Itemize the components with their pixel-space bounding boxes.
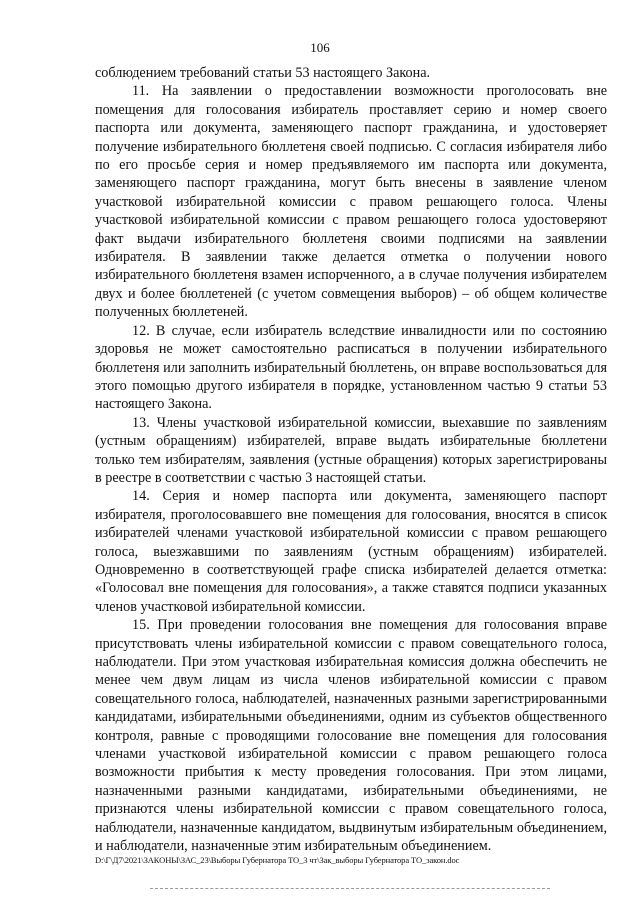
document-body: [95, 64, 607, 855]
paragraph-14: 14. Серия и номер паспорта или документа, заменяющего паспорт избирателя, проголосовавшего вне помещения для голосования, вносятся в список избирателей членами участковой избирательной комиссии с правом решающего голоса, выезжавшими по заявлениям (устным обращениям) избирателей. Одновременно в соответствующей графе списка избирателей делается отметка: «Голосовал вне помещения для голосования», а также ставятся подписи указанных членов участковой избирательной комиссии.: [95, 488, 607, 615]
paragraph-continuation: соблюдением требований статьи 53 настоящего Закона.: [95, 65, 431, 81]
paragraph-11: 11. На заявлении о предоставлении возможности проголосовать вне помещения для голосования избиратель проставляет серию и номер своего паспорта или документа, заменяющего паспорт гражданина, и удостоверяет получение избирательного бюллетеня своей подписью. С согласия избирателя либо по его просьбе серия и номер предъявляемого им паспорта или документа, заменяющего паспорт гражданина, могут быть внесены в заявление членом участковой избирательной комиссии с правом решающего голоса. Члены участковой избирательной комиссии с правом решающего голоса удостоверяют факт выдачи избирательного бюллетеня своими подписями на заявлении избирателя. В заявлении также делается отметка о получении нового избирательного бюллетеня взамен испорченного, а в случае получения избирателем двух и более бюллетеней (с учетом совмещения выборов) – об общем количестве полученных бюллетеней.: [95, 83, 607, 321]
page-bottom-divider: [150, 888, 550, 889]
paragraph-15: 15. При проведении голосования вне помещения для голосования вправе присутствовать члены избирательной комиссии с правом совещательного голоса, наблюдатели. При этом участковая избирательная комиссия должна обеспечить не менее чем двум лицам из числа членов избирательной комиссии с правом совещательного голоса, наблюдателей, назначенных разными зарегистрированными кандидатами, избирательными объединениями, одним из субъектов общественного контроля, равные с проводящими голосование вне помещения для голосования членами участковой избирательной комиссии с правом решающего голоса возможности прибытия к месту проведения голосования. При этом лицами, назначенными разными кандидатами, избирательными объединениями, не признаются члены избирательной комиссии с правом совещательного голоса, наблюдатели, назначенные кандидатом, выдвинутым избирательным объединением, и наблюдатели, назначенные этим избирательным объединением.: [95, 617, 607, 855]
paragraph-13: 13. Члены участковой избирательной комиссии, выехавшие по заявлениям (устным обращениям) избирателей, вправе выдать избирательные бюллетени только тем избирателям, заявления (устные обращения) которых зарегистрированы в реестре в соответствии с частью 3 настоящей статьи.: [95, 414, 607, 486]
footer-file-path: D:\Г\Д7\2021\ЗАКОНЫ\ЗАС_23\Выборы Губернатора ТО_3 чт\Зак_выборы Губернатора ТО_закон.doc: [95, 855, 460, 865]
page-number: 106: [310, 40, 330, 55]
paragraph-12: 12. В случае, если избиратель вследствие инвалидности или по состоянию здоровья не может самостоятельно расписаться в получении избирательного бюллетеня или заполнить избирательный бюллетень, он вправе воспользоваться для этого помощью другого избирателя в порядке, установленном частью 9 статьи 53 настоящего Закона.: [95, 322, 607, 413]
